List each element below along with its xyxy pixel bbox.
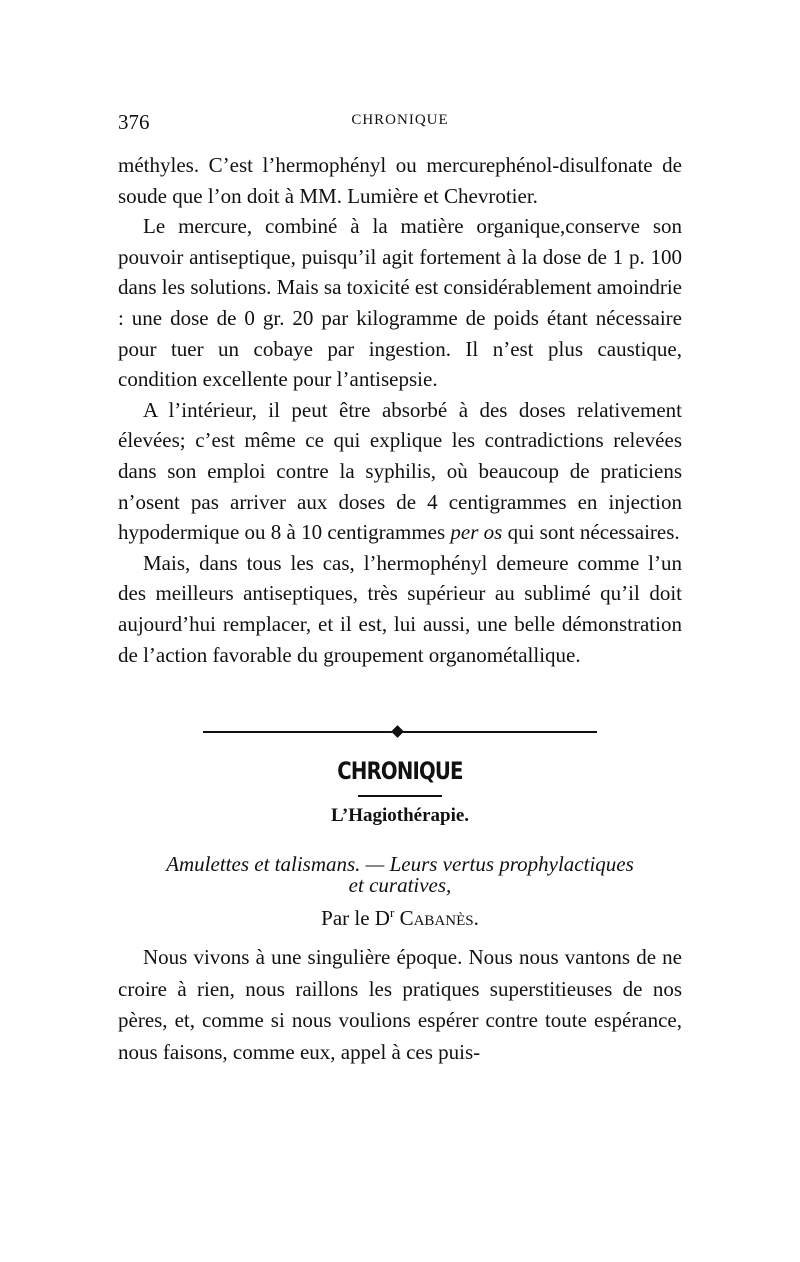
author-name: Cabanès. — [399, 906, 479, 930]
byline-sup: r — [389, 905, 395, 920]
bottom-text-block — [118, 942, 682, 1068]
top-text-block — [118, 150, 682, 670]
byline-prefix: Par le D — [321, 906, 390, 930]
paragraph-interior-text: A l’intérieur, il peut être absorbé à des doses relativement élevées; c’est même ce qui explique les contradictions relevées dans son emploi contre la syphilis, où beaucoup de praticiens n’osent pas arriver aux doses de 4 centigrammes en injection hypodermique ou 8 à 10 centigrammes — [118, 397, 682, 545]
paragraph-conclusion: Mais, dans tous les cas, l’hermophényl demeure comme l’un des meilleurs antiseptiques, très supérieur au sublimé qu’il doit aujourd’hui remplacer, et il est, lui aussi, une belle démonstration de l’action favorable du groupement organométallique. — [118, 550, 682, 667]
paragraph-continuation: méthyles. C’est l’hermophényl ou mercurephénol-disulfonate de soude que l’on doit à MM. Lumière et Chevrotier. — [118, 153, 682, 208]
article-tagline-1: Amulettes et talismans. — Leurs vertus prophylactiques — [166, 852, 634, 876]
section-title: CHRONIQUE — [337, 757, 463, 785]
author-byline — [0, 905, 800, 931]
paragraph-interior-end: qui sont nécessaires. — [502, 520, 680, 545]
paragraph-mercury: Le mercure, combiné à la matière organique,conserve son pouvoir antiseptique, puisqu’il agit fortement à la dose de 1 p. 100 dans les solutions. Mais sa toxicité est considérablement amoindrie : une dose de 0 gr. 20 par kilogramme de poids étant nécessaire pour tuer un cobaye par ingestion. Il n’est plus caustique, condition excellente pour l’antisepsie. — [118, 214, 682, 392]
diamond-ornament-icon — [391, 725, 404, 738]
short-rule — [358, 795, 442, 797]
running-head-title: CHRONIQUE — [351, 112, 449, 128]
per-os-italic: per os — [450, 520, 503, 545]
article-subtitle: L’Hagiothérapie. — [330, 805, 470, 826]
running-head — [118, 110, 682, 136]
paragraph-interior — [118, 395, 682, 548]
article-tagline-2: et curatives, — [348, 873, 452, 897]
page-number: 376 — [118, 110, 150, 134]
paragraph-article-start: Nous vivons à une singulière époque. Nous nous vantons de ne croire à rien, nous raillons les pratiques superstitieuses de nos pères, et, comme si nous voulions espérer contre toute espérance, nous faisons, comme eux, appel à ces puis- — [118, 945, 682, 1064]
